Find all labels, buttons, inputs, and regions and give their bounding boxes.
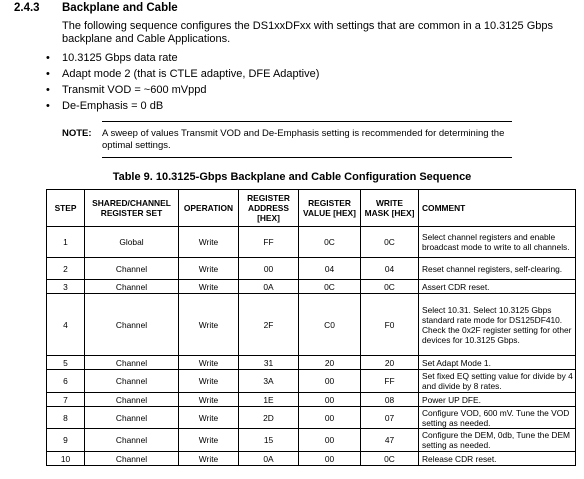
cell-register-address: 2D — [239, 407, 299, 429]
table-caption: Table 9. 10.3125-Gbps Backplane and Cable Configuration Sequence — [112, 171, 472, 183]
cell-register-value: 00 — [299, 452, 361, 466]
column-header-register-address: REGISTER ADDRESS [HEX] — [239, 190, 299, 227]
cell-register-set: Channel — [85, 370, 179, 393]
cell-register-set: Channel — [85, 356, 179, 370]
table-row — [47, 227, 576, 258]
cell-register-address: 15 — [239, 429, 299, 452]
cell-operation: Write — [179, 258, 239, 280]
section-title: Backplane and Cable — [62, 2, 178, 14]
cell-step: 5 — [47, 356, 85, 370]
cell-register-set: Global — [85, 227, 179, 258]
cell-register-value: 00 — [299, 370, 361, 393]
table-row — [47, 370, 576, 393]
list-item-text: 10.3125 Gbps data rate — [62, 52, 178, 64]
cell-step: 8 — [47, 407, 85, 429]
column-header-register-value: REGISTER VALUE [HEX] — [299, 190, 361, 227]
cell-register-address: 0A — [239, 280, 299, 294]
cell-comment: Select channel registers and enable broadcast mode to write to all channels. — [419, 227, 576, 258]
cell-comment: Release CDR reset. — [419, 452, 576, 466]
list-item-text: Transmit VOD = ~600 mVppd — [62, 84, 207, 96]
cell-write-mask: FF — [361, 370, 419, 393]
cell-step: 6 — [47, 370, 85, 393]
cell-register-address: 3A — [239, 370, 299, 393]
note-bottom-rule — [102, 157, 512, 158]
section-number: 2.4.3 — [14, 2, 40, 14]
cell-step: 2 — [47, 258, 85, 280]
cell-comment: Set fixed EQ setting value for divide by 4 and divide by 8 rates. — [419, 370, 576, 393]
cell-write-mask: 07 — [361, 407, 419, 429]
cell-register-address: 2F — [239, 294, 299, 356]
table-row — [47, 294, 576, 356]
bullet-icon: • — [46, 100, 50, 112]
cell-operation: Write — [179, 429, 239, 452]
list-item — [46, 98, 566, 114]
table-row — [47, 258, 576, 280]
cell-register-value: 00 — [299, 393, 361, 407]
cell-register-set: Channel — [85, 452, 179, 466]
cell-operation: Write — [179, 227, 239, 258]
column-header-comment: COMMENT — [419, 190, 576, 227]
cell-write-mask: 0C — [361, 452, 419, 466]
list-item-text: Adapt mode 2 (that is CTLE adaptive, DFE Adaptive) — [62, 68, 320, 80]
cell-write-mask: 04 — [361, 258, 419, 280]
bullet-icon: • — [46, 68, 50, 80]
cell-write-mask: 08 — [361, 393, 419, 407]
list-item-text: De-Emphasis = 0 dB — [62, 100, 164, 112]
cell-operation: Write — [179, 407, 239, 429]
cell-write-mask: 0C — [361, 227, 419, 258]
cell-operation: Write — [179, 294, 239, 356]
cell-register-set: Channel — [85, 294, 179, 356]
cell-operation: Write — [179, 280, 239, 294]
cell-register-value: 0C — [299, 227, 361, 258]
configuration-table — [46, 189, 576, 466]
cell-operation: Write — [179, 356, 239, 370]
list-item — [46, 66, 566, 82]
column-header-operation: OPERATION — [179, 190, 239, 227]
cell-register-address: 0A — [239, 452, 299, 466]
cell-register-value: 04 — [299, 258, 361, 280]
section-intro: The following sequence configures the DS1xxDFxx with settings that are common in a 10.3125 Gbps backplane and Cable Applications. — [62, 20, 553, 45]
table-row — [47, 452, 576, 466]
cell-comment: Configure the DEM, 0db, Tune the DEM setting as needed. — [419, 429, 576, 452]
list-item — [46, 50, 566, 66]
cell-step: 10 — [47, 452, 85, 466]
cell-register-set: Channel — [85, 258, 179, 280]
cell-operation: Write — [179, 393, 239, 407]
cell-register-value: 00 — [299, 429, 361, 452]
table-header-row — [47, 190, 576, 227]
cell-operation: Write — [179, 370, 239, 393]
cell-write-mask: 0C — [361, 280, 419, 294]
table-row — [47, 393, 576, 407]
cell-register-address: 00 — [239, 258, 299, 280]
cell-write-mask: 47 — [361, 429, 419, 452]
cell-register-value: 0C — [299, 280, 361, 294]
note-label: NOTE: — [62, 128, 92, 139]
cell-register-address: 31 — [239, 356, 299, 370]
list-item — [46, 82, 566, 98]
cell-register-address: 1E — [239, 393, 299, 407]
column-header-register-set: SHARED/CHANNEL REGISTER SET — [85, 190, 179, 227]
table-row — [47, 429, 576, 452]
cell-register-value: C0 — [299, 294, 361, 356]
cell-comment: Assert CDR reset. — [419, 280, 576, 294]
table-row — [47, 280, 576, 294]
cell-comment: Select 10.31. Select 10.3125 Gbps standard rate mode for DS125DF410. Check the 0x2F register setting for other devices for 10.3125 Gbps. — [419, 294, 576, 356]
cell-comment: Reset channel registers, self-clearing. — [419, 258, 576, 280]
cell-register-value: 20 — [299, 356, 361, 370]
cell-register-value: 00 — [299, 407, 361, 429]
bullet-icon: • — [46, 84, 50, 96]
cell-step: 1 — [47, 227, 85, 258]
column-header-write-mask: WRITE MASK [HEX] — [361, 190, 419, 227]
note-top-rule — [102, 121, 512, 122]
cell-step: 7 — [47, 393, 85, 407]
cell-register-set: Channel — [85, 280, 179, 294]
cell-write-mask: F0 — [361, 294, 419, 356]
cell-step: 9 — [47, 429, 85, 452]
cell-register-set: Channel — [85, 407, 179, 429]
cell-register-set: Channel — [85, 429, 179, 452]
cell-comment: Power UP DFE. — [419, 393, 576, 407]
cell-comment: Set Adapt Mode 1. — [419, 356, 576, 370]
table-row — [47, 407, 576, 429]
table-row — [47, 356, 576, 370]
cell-comment: Configure VOD, 600 mV. Tune the VOD setting as needed. — [419, 407, 576, 429]
column-header-step: STEP — [47, 190, 85, 227]
cell-step: 3 — [47, 280, 85, 294]
cell-register-address: FF — [239, 227, 299, 258]
cell-write-mask: 20 — [361, 356, 419, 370]
settings-list — [46, 50, 566, 114]
note-text: A sweep of values Transmit VOD and De-Emphasis setting is recommended for determining the optimal settings. — [102, 128, 505, 151]
bullet-icon: • — [46, 52, 50, 64]
cell-operation: Write — [179, 452, 239, 466]
cell-register-set: Channel — [85, 393, 179, 407]
cell-step: 4 — [47, 294, 85, 356]
